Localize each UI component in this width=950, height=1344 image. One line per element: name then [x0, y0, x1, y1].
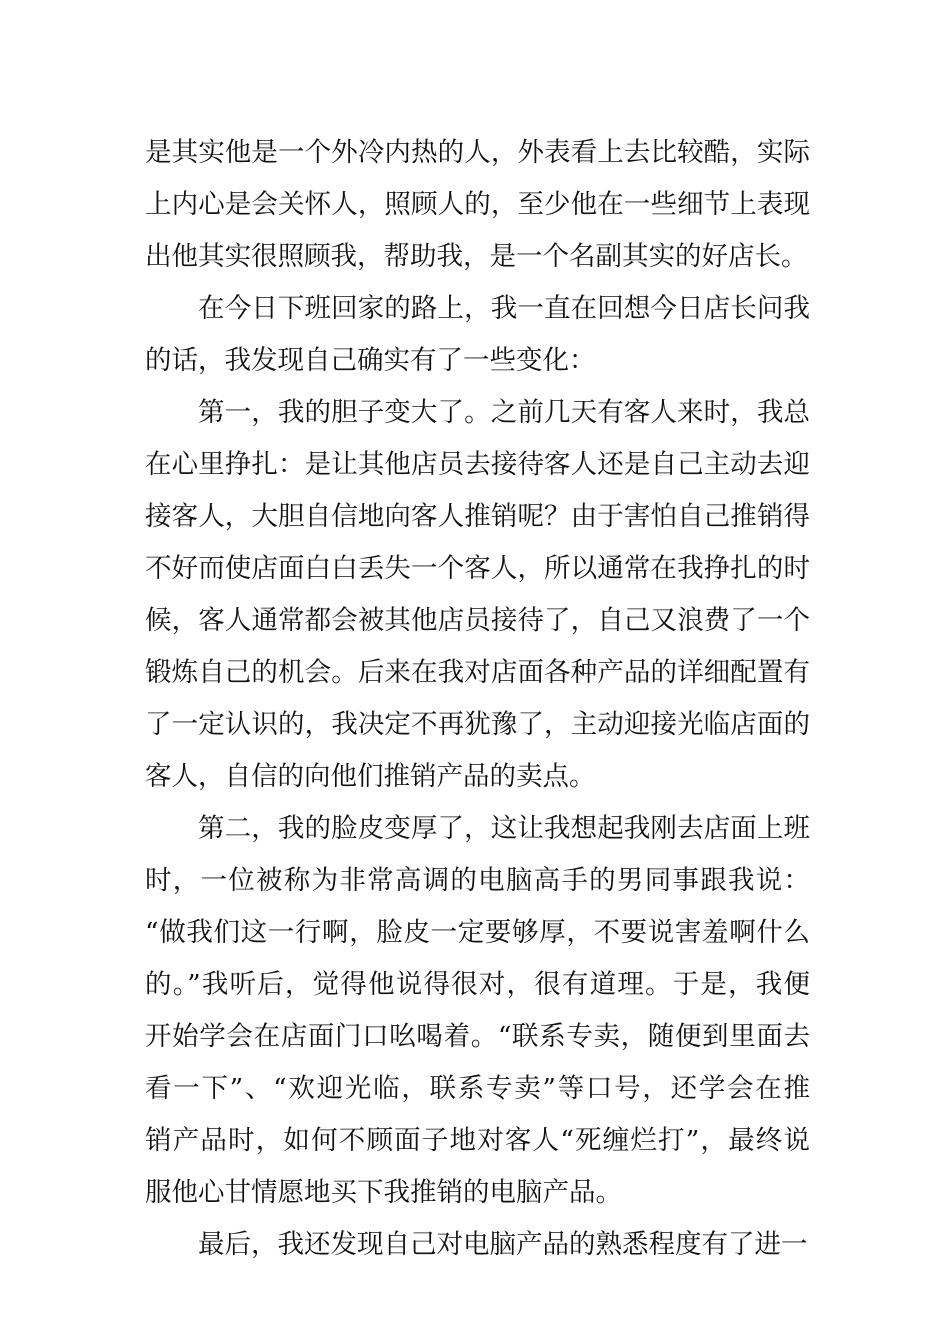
text-line: 锻炼自己的机会。后来在我对店面各种产品的详细配置有: [145, 657, 810, 688]
text-line: “做我们这一行啊，脸皮一定要够厚，不要说害羞啊什么: [145, 917, 810, 948]
text-line: 是其实他是一个外冷内热的人，外表看上去比较酷，实际: [145, 137, 810, 168]
text-line: 客人，自信的向他们推销产品的卖点。: [145, 761, 596, 792]
text-line: 时，一位被称为非常高调的电脑高手的男同事跟我说：: [145, 865, 810, 896]
text-line: 接客人，大胆自信地向客人推销呢？由于害怕自己推销得: [145, 501, 810, 532]
text-line: 不好而使店面白白丢失一个客人，所以通常在我挣扎的时: [145, 553, 810, 584]
text-line: 候，客人通常都会被其他店员接待了，自己又浪费了一个: [145, 605, 810, 636]
text-line: 服他心甘情愿地买下我推销的电脑产品。: [145, 1177, 622, 1208]
text-line: 上内心是会关怀人，照顾人的，至少他在一些细节上表现: [145, 189, 810, 220]
paragraph-first-line: 第二，我的脸皮变厚了，这让我想起我刚去店面上班: [198, 813, 810, 844]
text-line: 开始学会在店面门口吆喝着。“联系专卖，随便到里面去: [145, 1021, 810, 1052]
body-text: [145, 127, 810, 1271]
text-line: 在心里挣扎：是让其他店员去接待客人还是自己主动去迎: [145, 449, 810, 480]
paragraph-first-line: 最后，我还发现自己对电脑产品的熟悉程度有了进一: [198, 1229, 808, 1260]
text-line: 了一定认识的，我决定不再犹豫了，主动迎接光临店面的: [145, 709, 810, 740]
text-line: 看一下”、“欢迎光临，联系专卖”等口号，还学会在推: [145, 1073, 810, 1104]
text-line: 销产品时，如何不顾面子地对客人“死缠烂打”，最终说: [145, 1125, 810, 1156]
text-line: 的话，我发现自己确实有了一些变化：: [145, 345, 596, 376]
text-line: 的。”我听后，觉得他说得很对，很有道理。于是，我便: [145, 969, 810, 1000]
paragraph-first-line: 在今日下班回家的路上，我一直在回想今日店长问我: [198, 293, 810, 324]
text-line: 出他其实很照顾我，帮助我，是一个名副其实的好店长。: [145, 241, 808, 272]
paragraph-first-line: 第一，我的胆子变大了。之前几天有客人来时，我总: [198, 397, 810, 428]
